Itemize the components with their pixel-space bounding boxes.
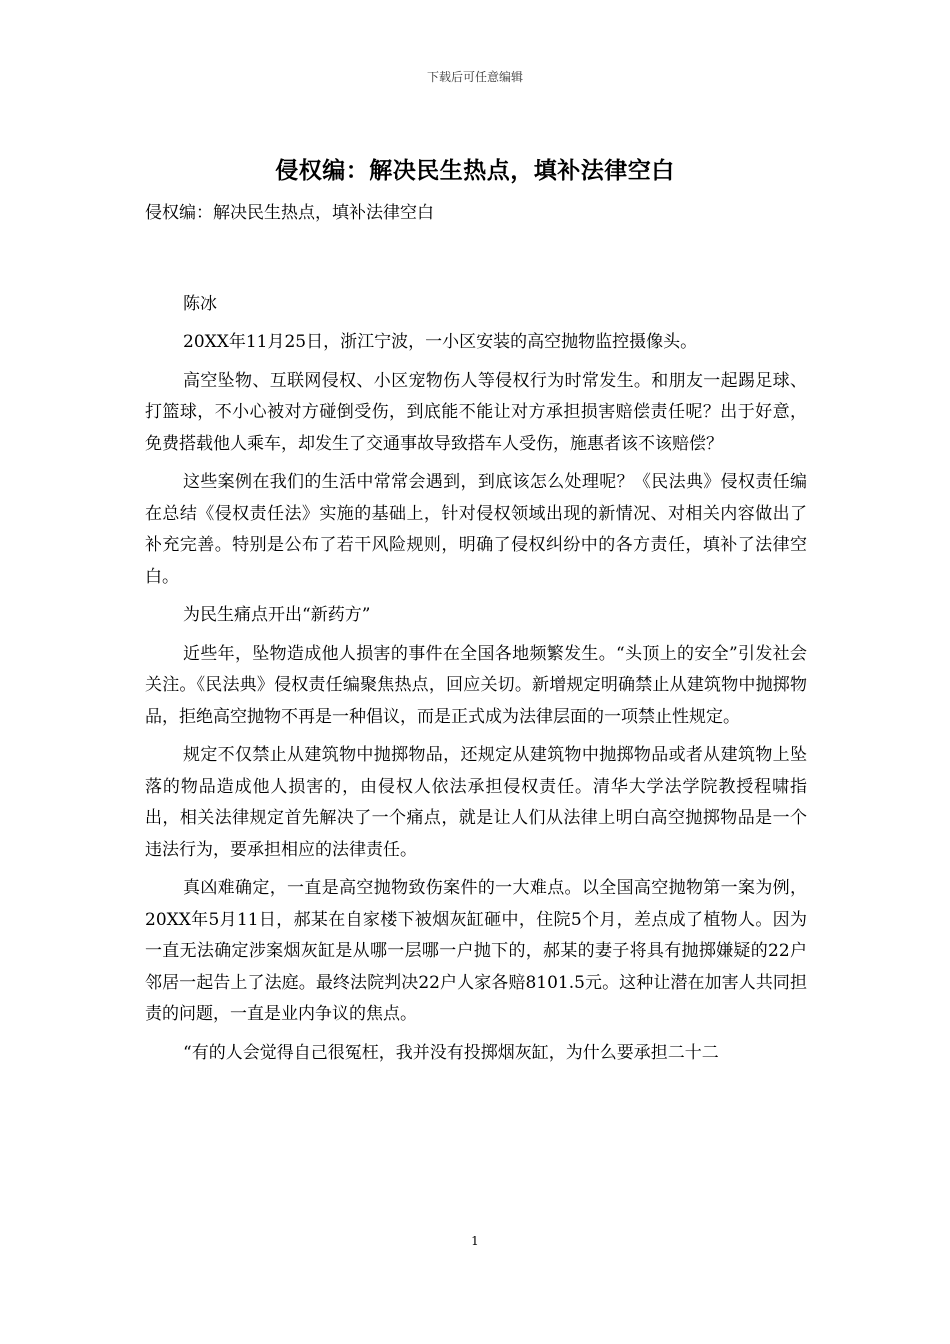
document-subtitle: 侵权编：解决民生热点，填补法律空白 (145, 203, 434, 223)
page-number: 1 (471, 1234, 479, 1248)
paragraph-1: 20XX年11月25日，浙江宁波，一小区安装的高空抛物监控摄像头。 (183, 332, 698, 352)
paragraph-7: “有的人会觉得自己很冤枉，我并没有投掷烟灰缸，为什么要承担二十二 (183, 1042, 719, 1063)
paragraph-2: 高空坠物、互联网侵权、小区宠物伤人等侵权行为时常发生。和朋友一起踢足球、打篮球，不小心被对方碰倒受伤，到底能不能让对方承担损害赔偿责任呢？出于好意，免费搭载他人乘车，却发生了交通事故导致搭车人受伤，施惠者该不该赔偿？ (145, 370, 807, 454)
paragraph-5: 规定不仅禁止从建筑物中抛掷物品，还规定从建筑物中抛掷物品或者从建筑物上坠落的物品造成他人损害的，由侵权人依法承担侵权责任。清华大学法学院教授程啸指出，相关法律规定首先解决了一个痛点，就是让人们从法律上明白高空抛掷物品是一个违法行为，要承担相应的法律责任。 (145, 745, 807, 860)
paragraph-3: 这些案例在我们的生活中常常会遇到，到底该怎么处理呢？《民法典》侵权责任编在总结《侵权责任法》实施的基础上，针对侵权领域出现的新情况、对相关内容做出了补充完善。特别是公布了若干风险规则，明确了侵权纠纷中的各方责任，填补了法律空白。 (145, 472, 807, 587)
author-line: 陈冰 (183, 293, 217, 314)
section-heading: 为民生痛点开出“新药方” (183, 605, 371, 625)
paragraph-4: 近些年，坠物造成他人损害的事件在全国各地频繁发生。“头顶上的安全”引发社会关注。《民法典》侵权责任编聚焦热点，回应关切。新增规定明确禁止从建筑物中抛掷物品，拒绝高空抛物不再是一种倡议，而是正式成为法律层面的一项禁止性规定。 (145, 643, 807, 727)
document-title: 侵权编：解决民生热点，填补法律空白 (275, 158, 675, 184)
page-header-note: 下载后可任意编辑 (426, 70, 523, 84)
document-body (145, 198, 807, 1069)
paragraph-6: 真凶难确定，一直是高空抛物致伤案件的一大难点。以全国高空抛物第一案为例，20XX年5月11日，郝某在自家楼下被烟灰缸砸中，住院5个月，差点成了植物人。因为一直无法确定涉案烟灰缸是从哪一层哪一户抛下的，郝某的妻子将具有抛掷嫌疑的22户邻居一起告上了法庭。最终法院判决22户人家各赔8101.5元。这种让潜在加害人共同担责的问题，一直是业内争议的焦点。 (145, 878, 807, 1024)
